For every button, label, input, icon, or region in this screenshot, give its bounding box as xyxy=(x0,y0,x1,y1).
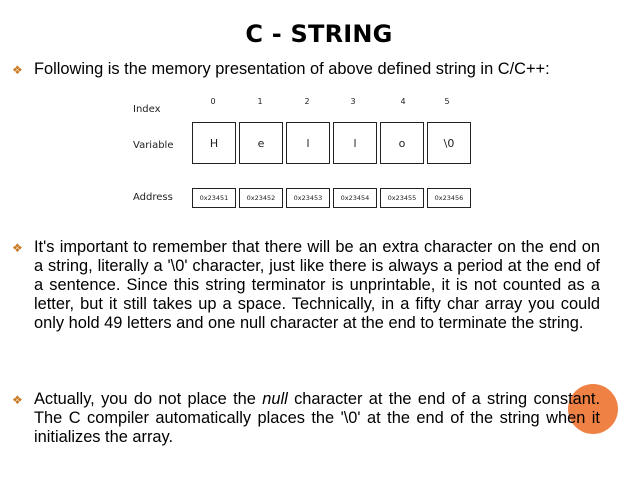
index-cell: 1 xyxy=(257,97,263,106)
index-cell: 2 xyxy=(304,97,310,106)
memory-diagram xyxy=(118,92,478,222)
para3-text-start: Actually, you do not place the xyxy=(34,390,263,408)
address-cell: 0x23453 xyxy=(286,188,330,208)
variable-cell: e xyxy=(239,122,283,164)
paragraph-null-terminator: It's important to remember that there will be an extra character on the end on a string, literally a '\0' character, just like there is always a period at the end of a sentence. Since this string terminator is unprintable, it is not counted as a letter, but it still takes up a space. Technically, in a fifty char array you could only hold 49 letters and one null character at the end to terminate the string. xyxy=(34,238,600,332)
index-cell: 5 xyxy=(444,97,450,106)
variable-cell: o xyxy=(380,122,424,164)
bullet-icon: ❖ xyxy=(12,63,23,77)
variable-row-label: Variable xyxy=(133,140,174,151)
index-cell: 3 xyxy=(350,97,356,106)
para3-text-end: character at the end of a string constant. The C compiler automatically places the '\0' at the end of the string when it initializes the array. xyxy=(34,390,601,446)
address-cell: 0x23451 xyxy=(192,188,236,208)
address-cell: 0x23452 xyxy=(239,188,283,208)
address-cell: 0x23455 xyxy=(380,188,424,208)
index-cell: 0 xyxy=(210,97,216,106)
paragraph-memory-presentation: Following is the memory presentation of above defined string in C/C++: xyxy=(34,60,550,78)
null-emphasis: null xyxy=(262,390,288,408)
paragraph-compiler-null xyxy=(34,390,600,447)
variable-cell: \0 xyxy=(427,122,471,164)
variable-cell: H xyxy=(192,122,236,164)
variable-cell: l xyxy=(286,122,330,164)
index-cell: 4 xyxy=(400,97,406,106)
bullet-icon: ❖ xyxy=(12,393,23,407)
index-row-label: Index xyxy=(133,104,161,115)
bullet-icon: ❖ xyxy=(12,241,23,255)
variable-cell: l xyxy=(333,122,377,164)
address-row-label: Address xyxy=(133,192,173,203)
address-cell: 0x23456 xyxy=(427,188,471,208)
address-cell: 0x23454 xyxy=(333,188,377,208)
slide-title: C - STRING xyxy=(245,20,393,48)
